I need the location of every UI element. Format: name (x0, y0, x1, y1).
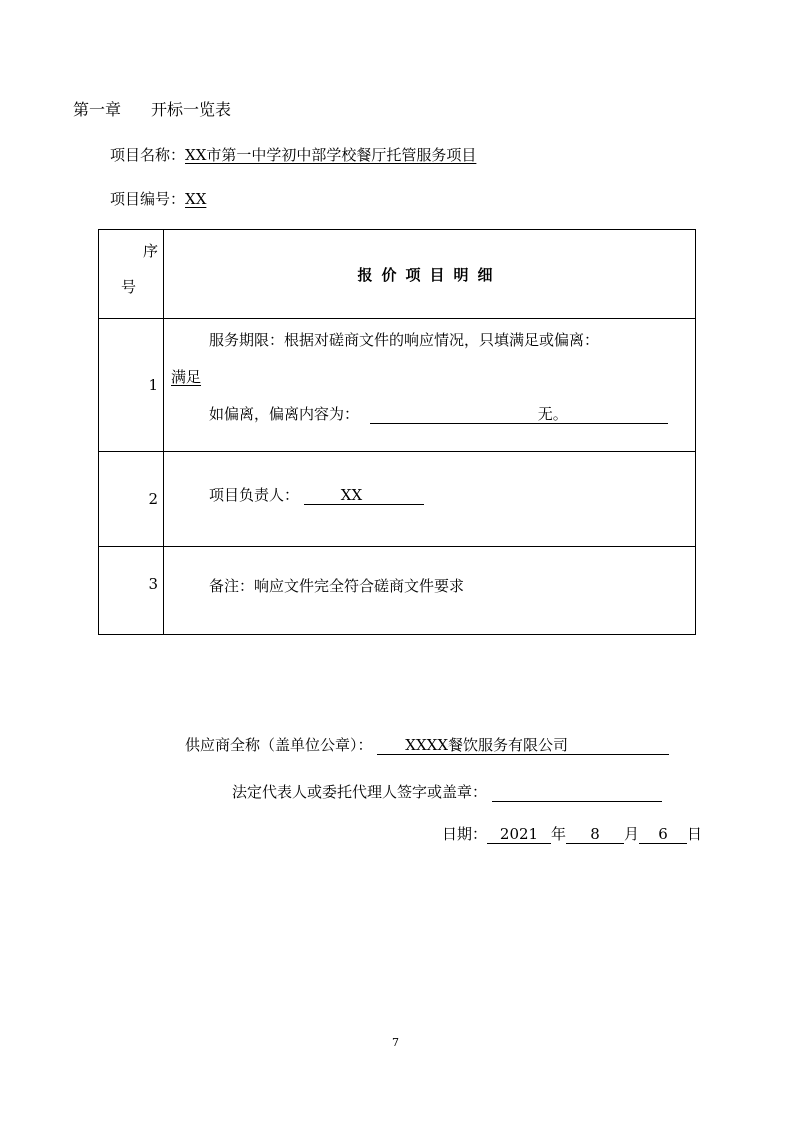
date-line: 日期： 2021 年 8 月 6 日 (442, 825, 703, 843)
page-number: 7 (392, 1036, 399, 1049)
date-year: 2021 (487, 825, 551, 844)
deviation-field: 无。 (370, 405, 668, 424)
row-seq: 2 (99, 452, 164, 547)
chapter-title: 开标一览表 (151, 100, 232, 119)
supplier-field: XXXX餐饮服务有限公司 (377, 736, 669, 755)
date-label: 日期： (442, 825, 488, 843)
chapter-heading (73, 97, 231, 120)
deviation-line (209, 403, 668, 424)
project-name-value: XX市第一中学初中部学校餐厅托管服务项目 (185, 146, 477, 164)
project-leader-label: 项目负责人： (209, 486, 300, 504)
table-header-row (99, 230, 696, 319)
table-row (99, 547, 696, 635)
remark-text: 备注：响应文件完全符合磋商文件要求 (209, 577, 465, 595)
supplier-line (185, 734, 669, 755)
header-detail: 报价项目明细 (164, 230, 696, 319)
representative-label: 法定代表人或委托代理人签字或盖章： (232, 783, 488, 801)
project-name-label: 项目名称： (110, 146, 186, 164)
date-day: 6 (639, 825, 687, 844)
row-detail (164, 547, 696, 635)
row-seq: 1 (99, 319, 164, 452)
project-leader-field: XX (304, 486, 424, 505)
row-seq: 3 (99, 547, 164, 635)
service-period-text: 服务期限：根据对磋商文件的响应情况，只填满足或偏离： (209, 331, 600, 349)
representative-line (232, 781, 662, 802)
date-month: 8 (566, 825, 624, 844)
supplier-label: 供应商全称（盖单位公章）： (185, 736, 373, 754)
service-period-answer: 满足 (171, 368, 202, 386)
row-detail (164, 452, 696, 547)
representative-field (492, 783, 662, 802)
chapter-number: 第一章 (73, 100, 122, 119)
project-name-line (110, 144, 476, 165)
table-row (99, 452, 696, 547)
deviation-label: 如偏离，偏离内容为： (209, 405, 360, 423)
project-leader-line (209, 484, 424, 505)
row-detail (164, 319, 696, 452)
quote-table (98, 229, 696, 635)
project-code-line (110, 188, 206, 209)
table-row (99, 319, 696, 452)
project-code-label: 项目编号： (110, 190, 186, 208)
header-seq: 序 号 (99, 230, 164, 319)
project-code-value: XX (185, 190, 207, 208)
